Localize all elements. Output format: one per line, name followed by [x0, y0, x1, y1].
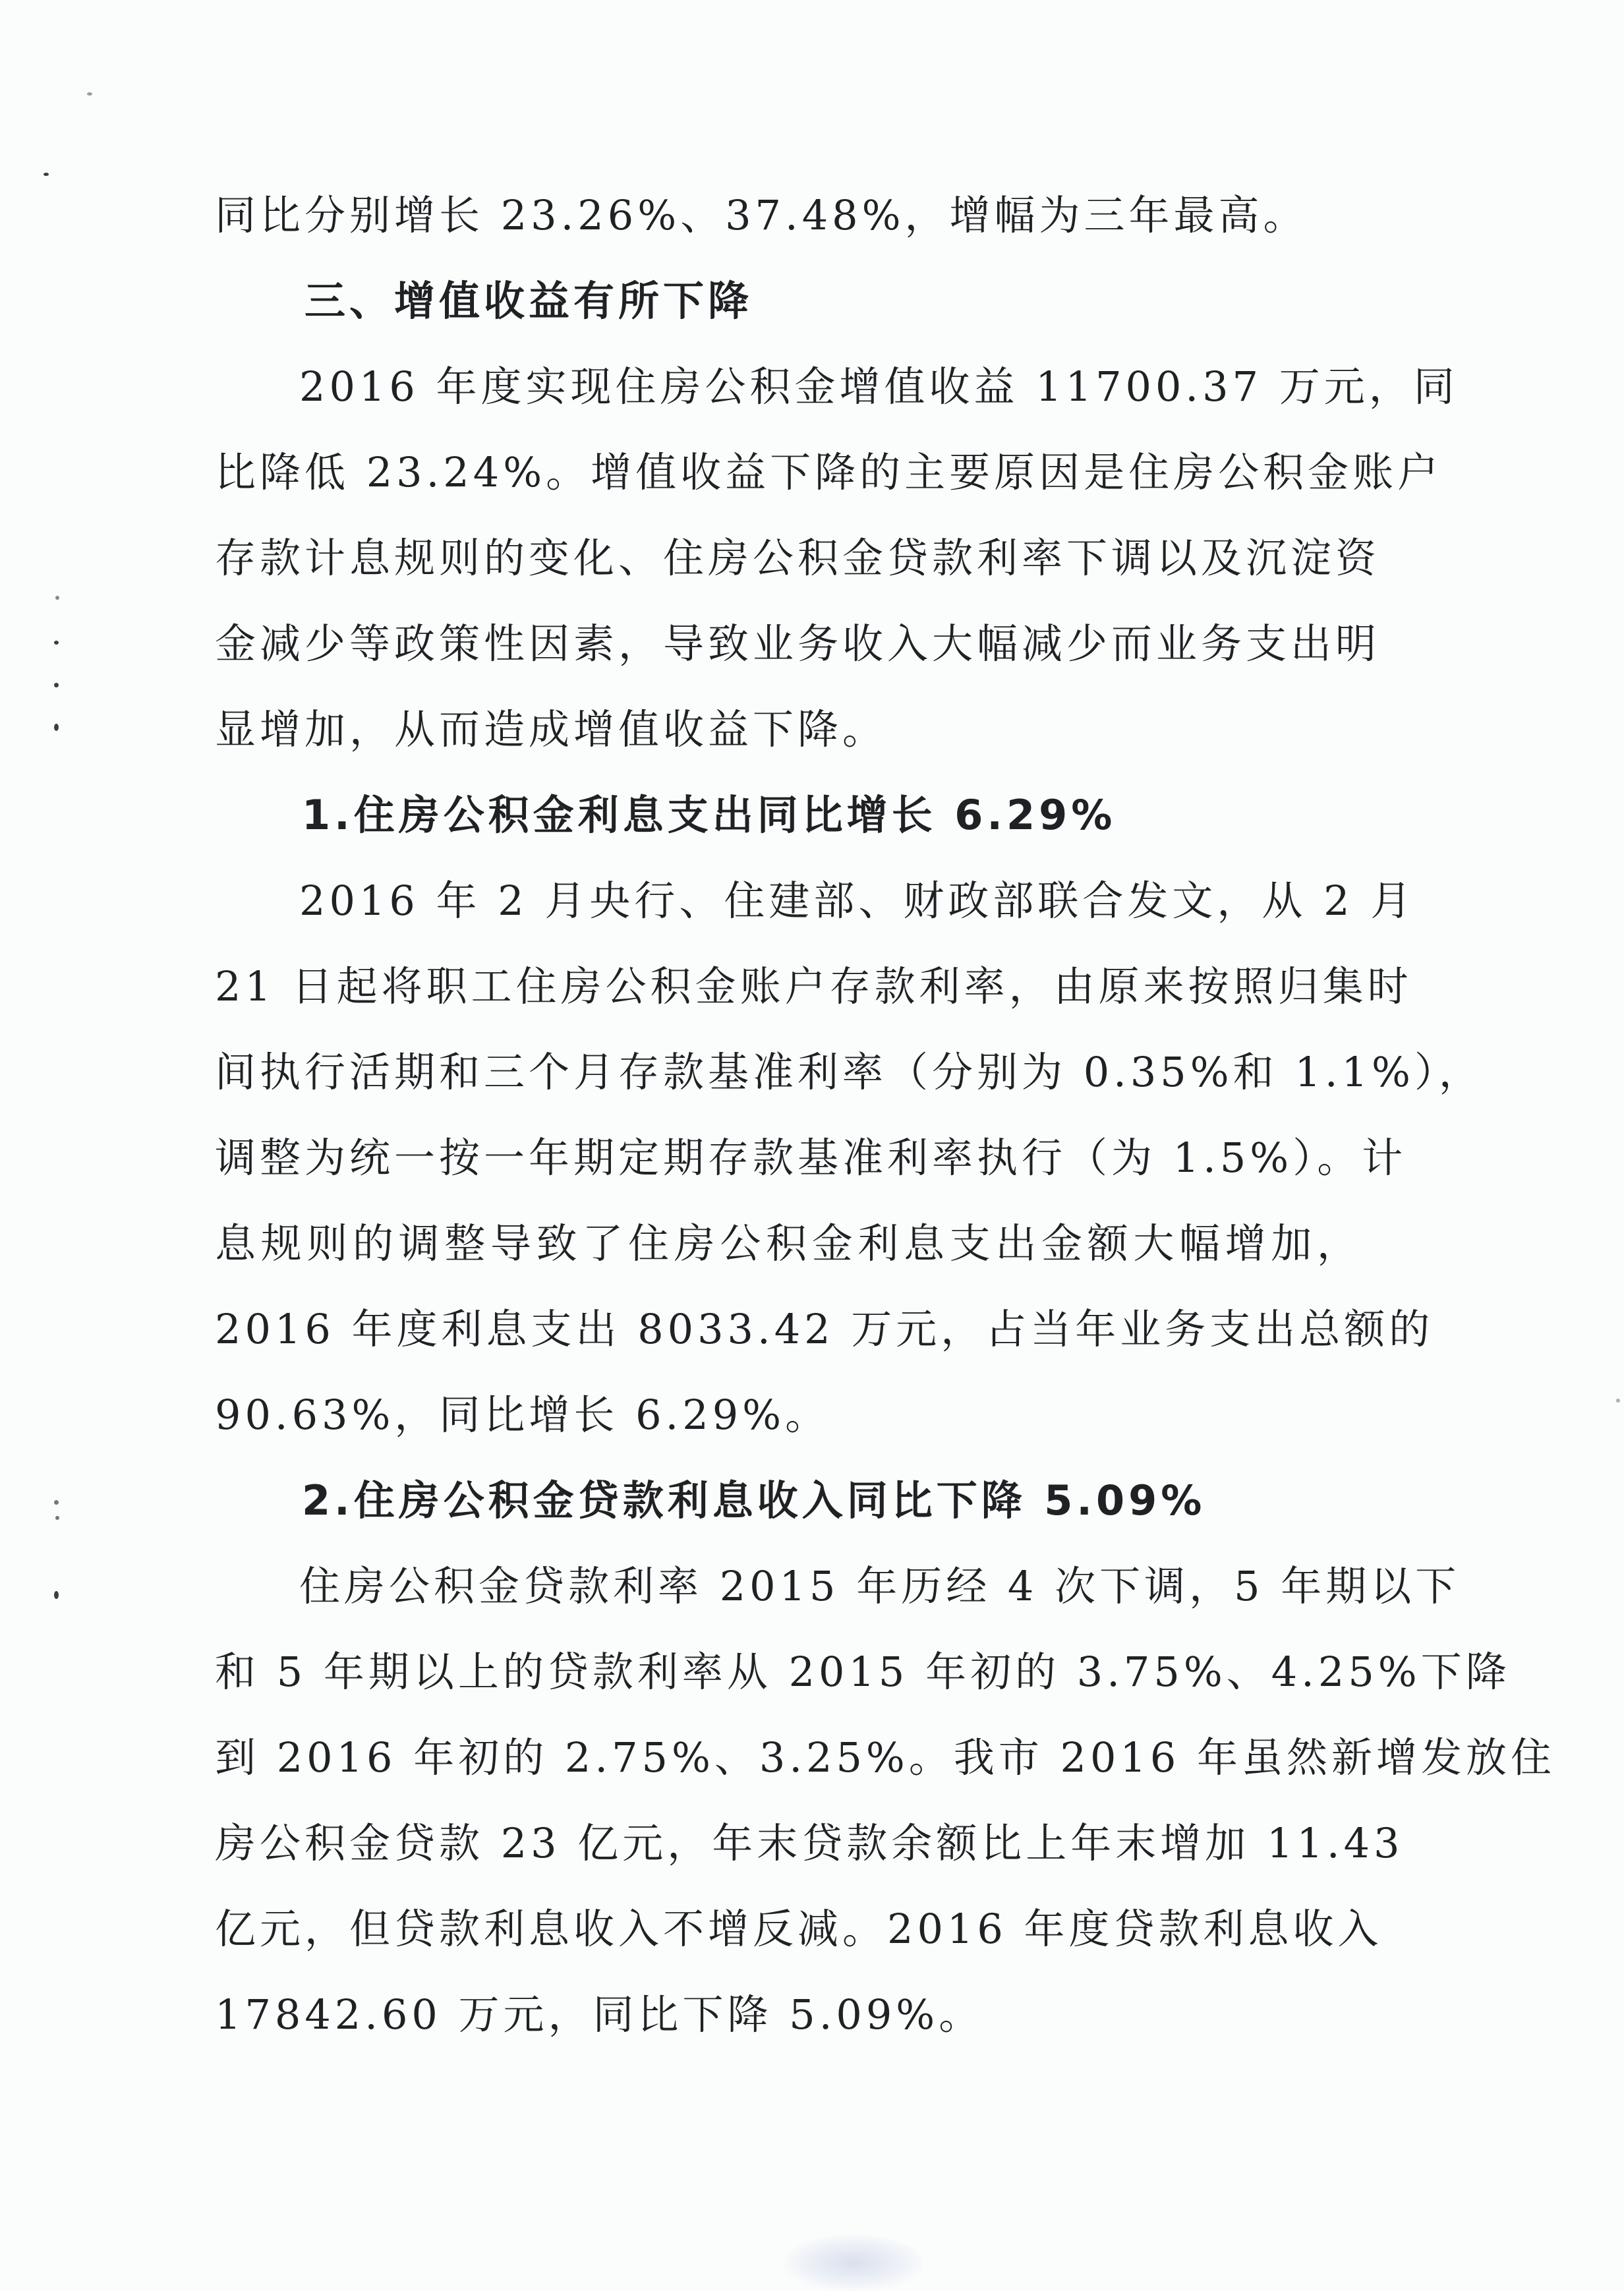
scan-speck — [54, 683, 59, 687]
scan-speck — [54, 1591, 59, 1599]
paragraph-line: 17842.60 万元，同比下降 5.09%。 — [215, 1990, 984, 2039]
paragraph-line: 比降低 23.24%。增值收益下降的主要原因是住房公积金账户 — [215, 448, 1443, 496]
paragraph-line: 和 5 年期以上的贷款利率从 2015 年初的 3.75%、4.25%下降 — [215, 1648, 1511, 1696]
subsection-heading: 1.住房公积金利息支出同比增长 6.29% — [302, 791, 1116, 839]
paragraph-line: 21 日起将职工住房公积金账户存款利率，由原来按照归集时 — [215, 962, 1412, 1010]
paragraph-line: 存款计息规则的变化、住房公积金贷款利率下调以及沉淀资 — [215, 534, 1381, 582]
paragraph-line: 到 2016 年初的 2.75%、3.25%。我市 2016 年虽然新增发放住 — [215, 1733, 1556, 1782]
scan-speck — [54, 724, 59, 731]
paragraph-line: 房公积金贷款 23 亿元，年末贷款余额比上年末增加 11.43 — [215, 1819, 1404, 1867]
section-heading: 三、增值收益有所下降 — [304, 277, 753, 325]
scan-speck — [55, 596, 59, 600]
paragraph-line: 息规则的调整导致了住房公积金利息支出金额大幅增加， — [215, 1219, 1362, 1267]
paragraph-line: 金减少等政策性因素，导致业务收入大幅减少而业务支出明 — [215, 620, 1381, 668]
paragraph-line: 间执行活期和三个月存款基准利率（分别为 0.35%和 1.1%）， — [215, 1048, 1484, 1096]
scan-speck — [87, 92, 92, 96]
paragraph-line: 显增加，从而造成增值收益下降。 — [215, 705, 888, 753]
scan-speck — [44, 173, 49, 176]
paragraph-line: 住房公积金贷款利率 2015 年历经 4 次下调，5 年期以下 — [299, 1562, 1461, 1610]
paragraph-line: 2016 年度利息支出 8033.42 万元，占当年业务支出总额的 — [215, 1305, 1434, 1353]
subsection-heading: 2.住房公积金贷款利息收入同比下降 5.09% — [302, 1476, 1206, 1524]
paragraph-line: 2016 年 2 月央行、住建部、财政部联合发文，从 2 月 — [299, 877, 1416, 925]
scan-smudge — [784, 2234, 923, 2291]
paragraph-line: 90.63%，同比增长 6.29%。 — [215, 1391, 830, 1439]
scan-speck — [54, 641, 59, 645]
paragraph-line: 调整为统一按一年期定期存款基准利率执行（为 1.5%）。计 — [215, 1134, 1407, 1182]
scan-speck — [54, 1500, 59, 1505]
paragraph-line: 亿元，但贷款利息收入不增反减。2016 年度贷款利息收入 — [215, 1905, 1383, 1953]
document-body — [215, 173, 1556, 2058]
scan-speck — [1616, 1399, 1620, 1403]
scan-speck — [55, 1516, 59, 1520]
paragraph-line: 2016 年度实现住房公积金增值收益 11700.37 万元，同 — [299, 362, 1459, 411]
paragraph-line: 同比分别增长 23.26%、37.48%，增幅为三年最高。 — [215, 191, 1308, 239]
